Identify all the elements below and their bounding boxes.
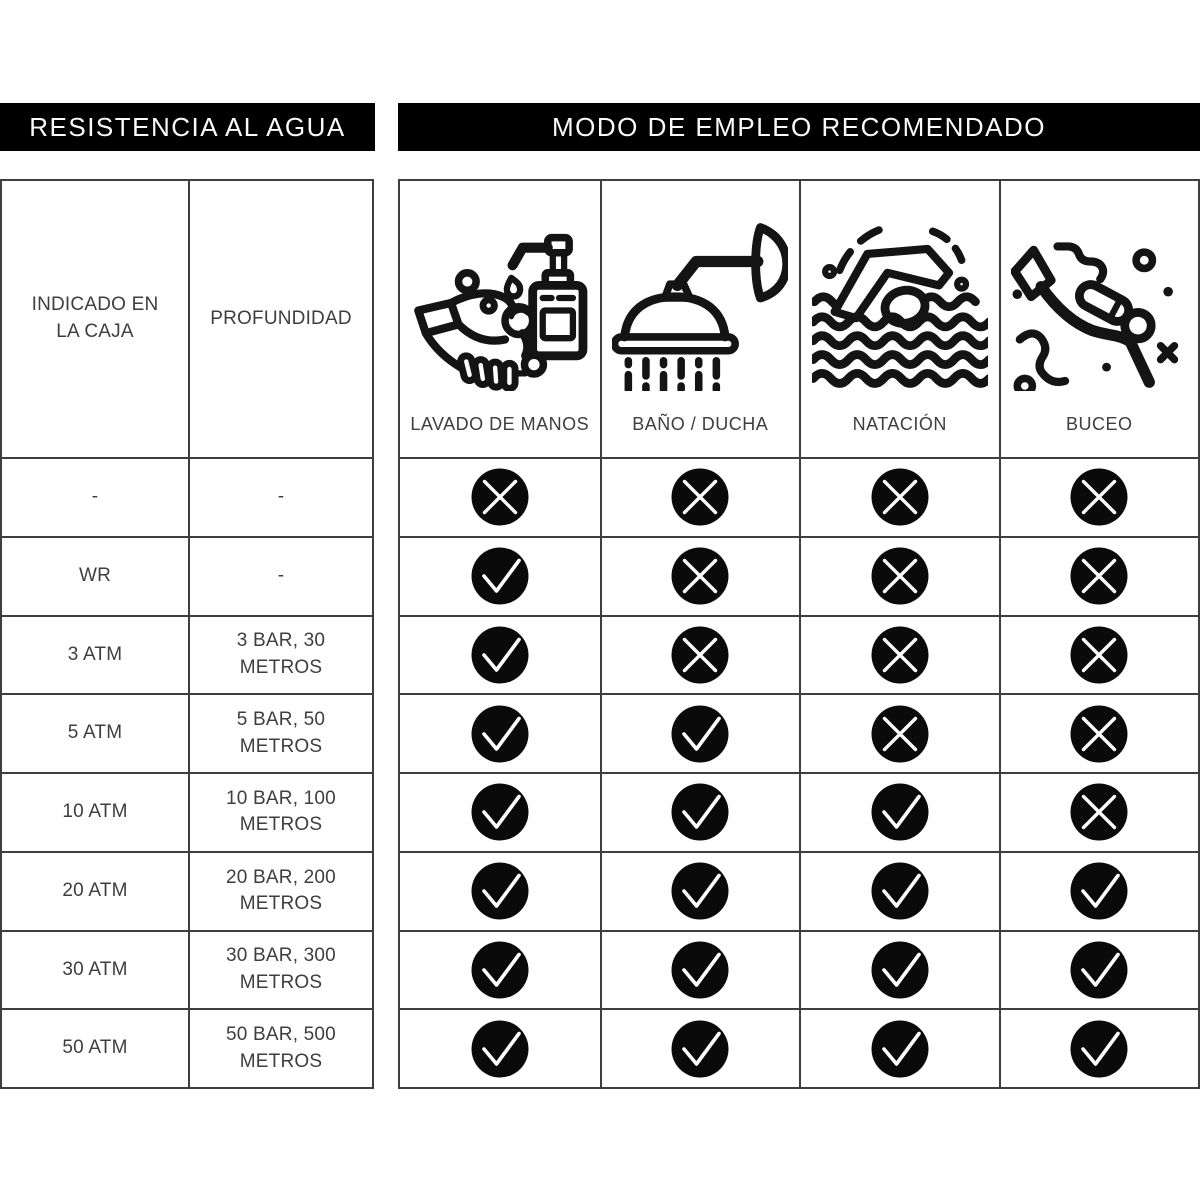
check-icon xyxy=(471,1020,529,1078)
table-cell: - xyxy=(188,457,372,536)
column-header-natacion xyxy=(799,181,999,457)
table-cell: WR xyxy=(2,536,188,615)
cross-icon xyxy=(1070,547,1128,605)
usage-mark xyxy=(600,1008,800,1087)
usage-mark xyxy=(400,930,600,1009)
check-icon xyxy=(1070,1020,1128,1078)
cross-icon xyxy=(871,547,929,605)
usage-mark xyxy=(400,457,600,536)
cross-icon xyxy=(671,468,729,526)
usage-mark xyxy=(799,693,999,772)
usage-mark xyxy=(400,772,600,851)
usage-mark xyxy=(999,693,1199,772)
cross-icon xyxy=(871,705,929,763)
usage-mark xyxy=(400,536,600,615)
column-header-ducha xyxy=(600,181,800,457)
check-icon xyxy=(471,941,529,999)
check-icon xyxy=(871,941,929,999)
table-cell: 5 BAR, 50 METROS xyxy=(188,693,372,772)
cross-icon xyxy=(471,468,529,526)
usage-mark xyxy=(999,536,1199,615)
table-cell: - xyxy=(188,536,372,615)
handwash-icon xyxy=(412,195,588,412)
column-label: LAVADO DE MANOS xyxy=(410,413,590,434)
shower-icon xyxy=(612,195,788,412)
check-icon xyxy=(871,783,929,841)
usage-mark xyxy=(799,1008,999,1087)
column-label: NATACIÓN xyxy=(852,413,947,434)
column-header-lavado xyxy=(400,181,600,457)
usage-mark xyxy=(799,930,999,1009)
cross-icon xyxy=(1070,626,1128,684)
cross-icon xyxy=(1070,468,1128,526)
right-header-title: MODO DE EMPLEO RECOMENDADO xyxy=(551,111,1047,142)
check-icon xyxy=(1070,862,1128,920)
table-cell: - xyxy=(2,457,188,536)
table-cell: 10 BAR, 100 METROS xyxy=(188,772,372,851)
usage-mark xyxy=(400,615,600,694)
table-cell: 30 ATM xyxy=(2,930,188,1009)
check-icon xyxy=(671,783,729,841)
usage-mark xyxy=(799,851,999,930)
table-cell: 50 BAR, 500 METROS xyxy=(188,1008,372,1087)
usage-mark xyxy=(799,615,999,694)
cross-icon xyxy=(871,468,929,526)
column-label: BAÑO / DUCHA xyxy=(632,413,769,434)
table-cell: 5 ATM xyxy=(2,693,188,772)
check-icon xyxy=(471,547,529,605)
usage-mark xyxy=(600,930,800,1009)
swim-icon xyxy=(812,195,988,412)
check-icon xyxy=(871,862,929,920)
column-label: BUCEO xyxy=(1065,413,1133,434)
cross-icon xyxy=(671,626,729,684)
usage-mark xyxy=(600,615,800,694)
check-icon xyxy=(671,862,729,920)
usage-mark xyxy=(799,457,999,536)
left-header-bar xyxy=(0,103,375,151)
check-icon xyxy=(1070,941,1128,999)
resistance-table xyxy=(0,179,374,1089)
check-icon xyxy=(471,705,529,763)
table-cell: 30 BAR, 300 METROS xyxy=(188,930,372,1009)
left-header-title: RESISTENCIA AL AGUA xyxy=(29,111,346,142)
table-cell: 50 ATM xyxy=(2,1008,188,1087)
usage-mark xyxy=(400,693,600,772)
usage-mark xyxy=(999,615,1199,694)
usage-mark xyxy=(799,772,999,851)
usage-table xyxy=(398,179,1200,1089)
table-cell: 20 BAR, 200 METROS xyxy=(188,851,372,930)
usage-mark xyxy=(600,851,800,930)
table-cell: 20 ATM xyxy=(2,851,188,930)
check-icon xyxy=(471,626,529,684)
check-icon xyxy=(671,941,729,999)
check-icon xyxy=(471,783,529,841)
check-icon xyxy=(671,705,729,763)
cross-icon xyxy=(671,547,729,605)
check-icon xyxy=(671,1020,729,1078)
dive-icon xyxy=(1011,195,1187,412)
usage-mark xyxy=(999,851,1199,930)
cross-icon xyxy=(1070,705,1128,763)
check-icon xyxy=(471,862,529,920)
right-header-bar xyxy=(398,103,1200,151)
usage-mark xyxy=(999,1008,1199,1087)
table-cell: 10 ATM xyxy=(2,772,188,851)
usage-mark xyxy=(600,772,800,851)
cross-icon xyxy=(1070,783,1128,841)
usage-mark xyxy=(999,457,1199,536)
usage-mark xyxy=(600,693,800,772)
column-header-buceo xyxy=(999,181,1199,457)
column-header-profundidad: PROFUNDIDAD xyxy=(188,181,372,457)
column-header-caja: INDICADO EN LA CAJA xyxy=(31,294,159,342)
usage-mark xyxy=(400,851,600,930)
usage-mark xyxy=(999,772,1199,851)
usage-mark xyxy=(600,536,800,615)
table-cell: 3 BAR, 30 METROS xyxy=(188,615,372,694)
check-icon xyxy=(871,1020,929,1078)
cross-icon xyxy=(871,626,929,684)
usage-mark xyxy=(400,1008,600,1087)
usage-mark xyxy=(999,930,1199,1009)
usage-mark xyxy=(600,457,800,536)
usage-mark xyxy=(799,536,999,615)
table-cell: 3 ATM xyxy=(2,615,188,694)
